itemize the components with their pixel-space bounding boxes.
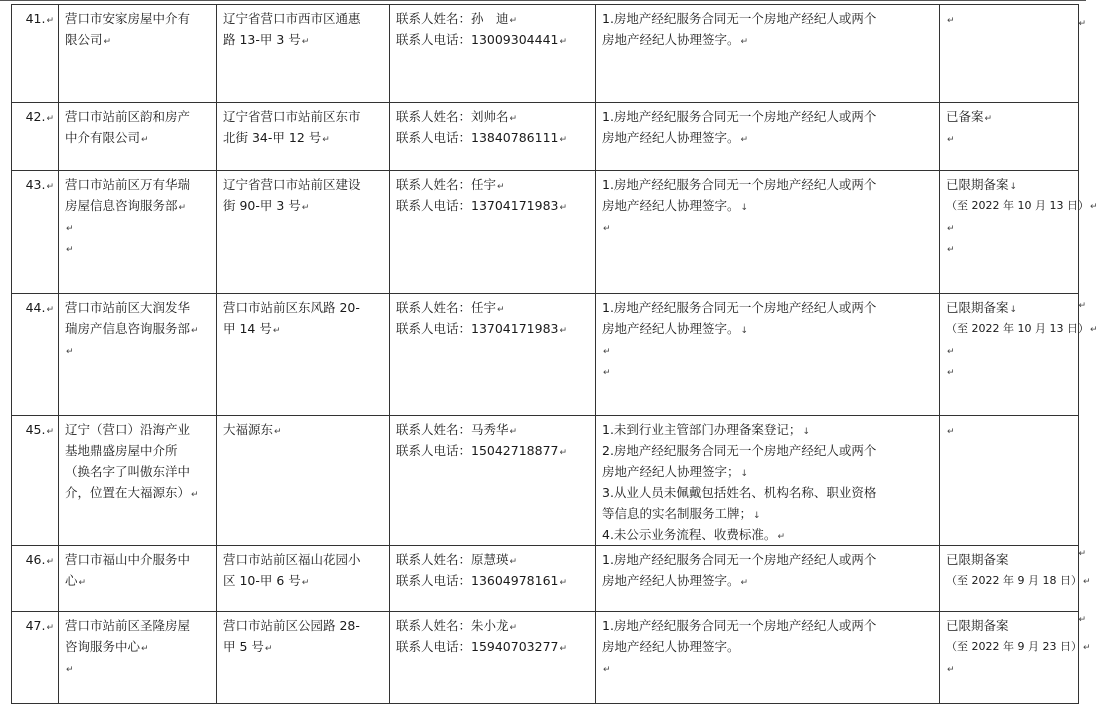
table-row [12, 612, 1079, 704]
table-row [12, 546, 1079, 612]
agency-name-cell: 营口市站前区万有华瑞 房屋信息咨询服务部↵ ↵ ↵ [59, 171, 217, 294]
filing-status-cell: 已限期备案 （至 2022 年 9 月 18 日）↵ [940, 546, 1079, 612]
address-cell: 营口市站前区公园路 28- 甲 5 号↵ [217, 612, 390, 704]
page-top-rule [0, 0, 1086, 1]
row-end-mark: ↵ [1078, 19, 1086, 29]
row-end-mark: ↵ [1078, 301, 1086, 311]
filing-status-cell: ↵ [940, 5, 1079, 103]
issues-cell: 1.房地产经纪服务合同无一个房地产经纪人或两个 房地产经纪人协理签字。↵ [596, 103, 940, 171]
row-number-cell: 42.↵ [12, 103, 59, 171]
issues-cell: 1.房地产经纪服务合同无一个房地产经纪人或两个 房地产经纪人协理签字。↓ ↵ [596, 171, 940, 294]
agency-name-cell: 营口市安家房屋中介有 限公司↵ [59, 5, 217, 103]
row-end-mark: ↵ [1078, 549, 1086, 559]
contact-cell: 联系人姓名：刘帅名↵ 联系人电话：13840786111↵ [390, 103, 596, 171]
contact-cell: 联系人姓名：原慧瑛↵ 联系人电话：13604978161↵ [390, 546, 596, 612]
issues-cell: 1.房地产经纪服务合同无一个房地产经纪人或两个 房地产经纪人协理签字。 ↵ [596, 612, 940, 704]
address-cell: 辽宁省营口市站前区东市 北街 34-甲 12 号↵ [217, 103, 390, 171]
address-cell: 辽宁省营口市站前区建设 街 90-甲 3 号↵ [217, 171, 390, 294]
agency-name-cell: 辽宁（营口）沿海产业 基地鼎盛房屋中介所 （换名字了叫傲东洋中 介，位置在大福源东）↵ [59, 416, 217, 546]
address-cell: 大福源东↵ [217, 416, 390, 546]
table-row [12, 171, 1079, 294]
filing-status-cell: 已限期备案↓ （至 2022 年 10 月 13 日）↵ ↵ ↵ [940, 294, 1079, 416]
address-cell: 营口市站前区东风路 20- 甲 14 号↵ [217, 294, 390, 416]
agency-name-cell: 营口市站前区大润发华 瑞房产信息咨询服务部↵ ↵ [59, 294, 217, 416]
agency-name-cell: 营口市站前区圣隆房屋 咨询服务中心↵ ↵ [59, 612, 217, 704]
row-number-cell: 44.↵ [12, 294, 59, 416]
row-number-cell: 41.↵ [12, 5, 59, 103]
table-row [12, 103, 1079, 171]
filing-status-cell: 已备案↵ ↵ [940, 103, 1079, 171]
table-row [12, 294, 1079, 416]
contact-cell: 联系人姓名：马秀华↵ 联系人电话：15042718877↵ [390, 416, 596, 546]
issues-cell: 1.未到行业主管部门办理备案登记；↓ 2.房地产经纪服务合同无一个房地产经纪人或两个 房地产经纪人协理签字；↓ 3.从业人员未佩戴包括姓名、机构名称、职业资格 等信息的实名制服务工牌；↓ 4.未公示业务流程、收费标准。↵ [596, 416, 940, 546]
contact-cell: 联系人姓名：任宇↵ 联系人电话：13704171983↵ [390, 171, 596, 294]
contact-cell: 联系人姓名：朱小龙↵ 联系人电话：15940703277↵ [390, 612, 596, 704]
filing-status-cell: 已限期备案↓ （至 2022 年 10 月 13 日）↵ ↵ ↵ [940, 171, 1079, 294]
contact-cell: 联系人姓名：孙 迪↵ 联系人电话：13009304441↵ [390, 5, 596, 103]
address-cell: 辽宁省营口市西市区通惠 路 13-甲 3 号↵ [217, 5, 390, 103]
issues-cell: 1.房地产经纪服务合同无一个房地产经纪人或两个 房地产经纪人协理签字。↓ ↵ ↵ [596, 294, 940, 416]
filing-status-cell: ↵ [940, 416, 1079, 546]
table-row [12, 416, 1079, 546]
row-end-mark: ↵ [1078, 615, 1086, 625]
issues-cell: 1.房地产经纪服务合同无一个房地产经纪人或两个 房地产经纪人协理签字。↵ [596, 5, 940, 103]
agency-name-cell: 营口市福山中介服务中 心↵ [59, 546, 217, 612]
table-row [12, 5, 1079, 103]
row-number-cell: 43.↵ [12, 171, 59, 294]
agency-name-cell: 营口市站前区韵和房产 中介有限公司↵ [59, 103, 217, 171]
row-number-cell: 47.↵ [12, 612, 59, 704]
row-number-cell: 45.↵ [12, 416, 59, 546]
filing-status-cell: 已限期备案 （至 2022 年 9 月 23 日）↵ ↵ [940, 612, 1079, 704]
row-number-cell: 46.↵ [12, 546, 59, 612]
agency-registry-table [11, 4, 1098, 704]
issues-cell: 1.房地产经纪服务合同无一个房地产经纪人或两个 房地产经纪人协理签字。↵ [596, 546, 940, 612]
address-cell: 营口市站前区福山花园小 区 10-甲 6 号↵ [217, 546, 390, 612]
contact-cell: 联系人姓名：任宇↵ 联系人电话：13704171983↵ [390, 294, 596, 416]
